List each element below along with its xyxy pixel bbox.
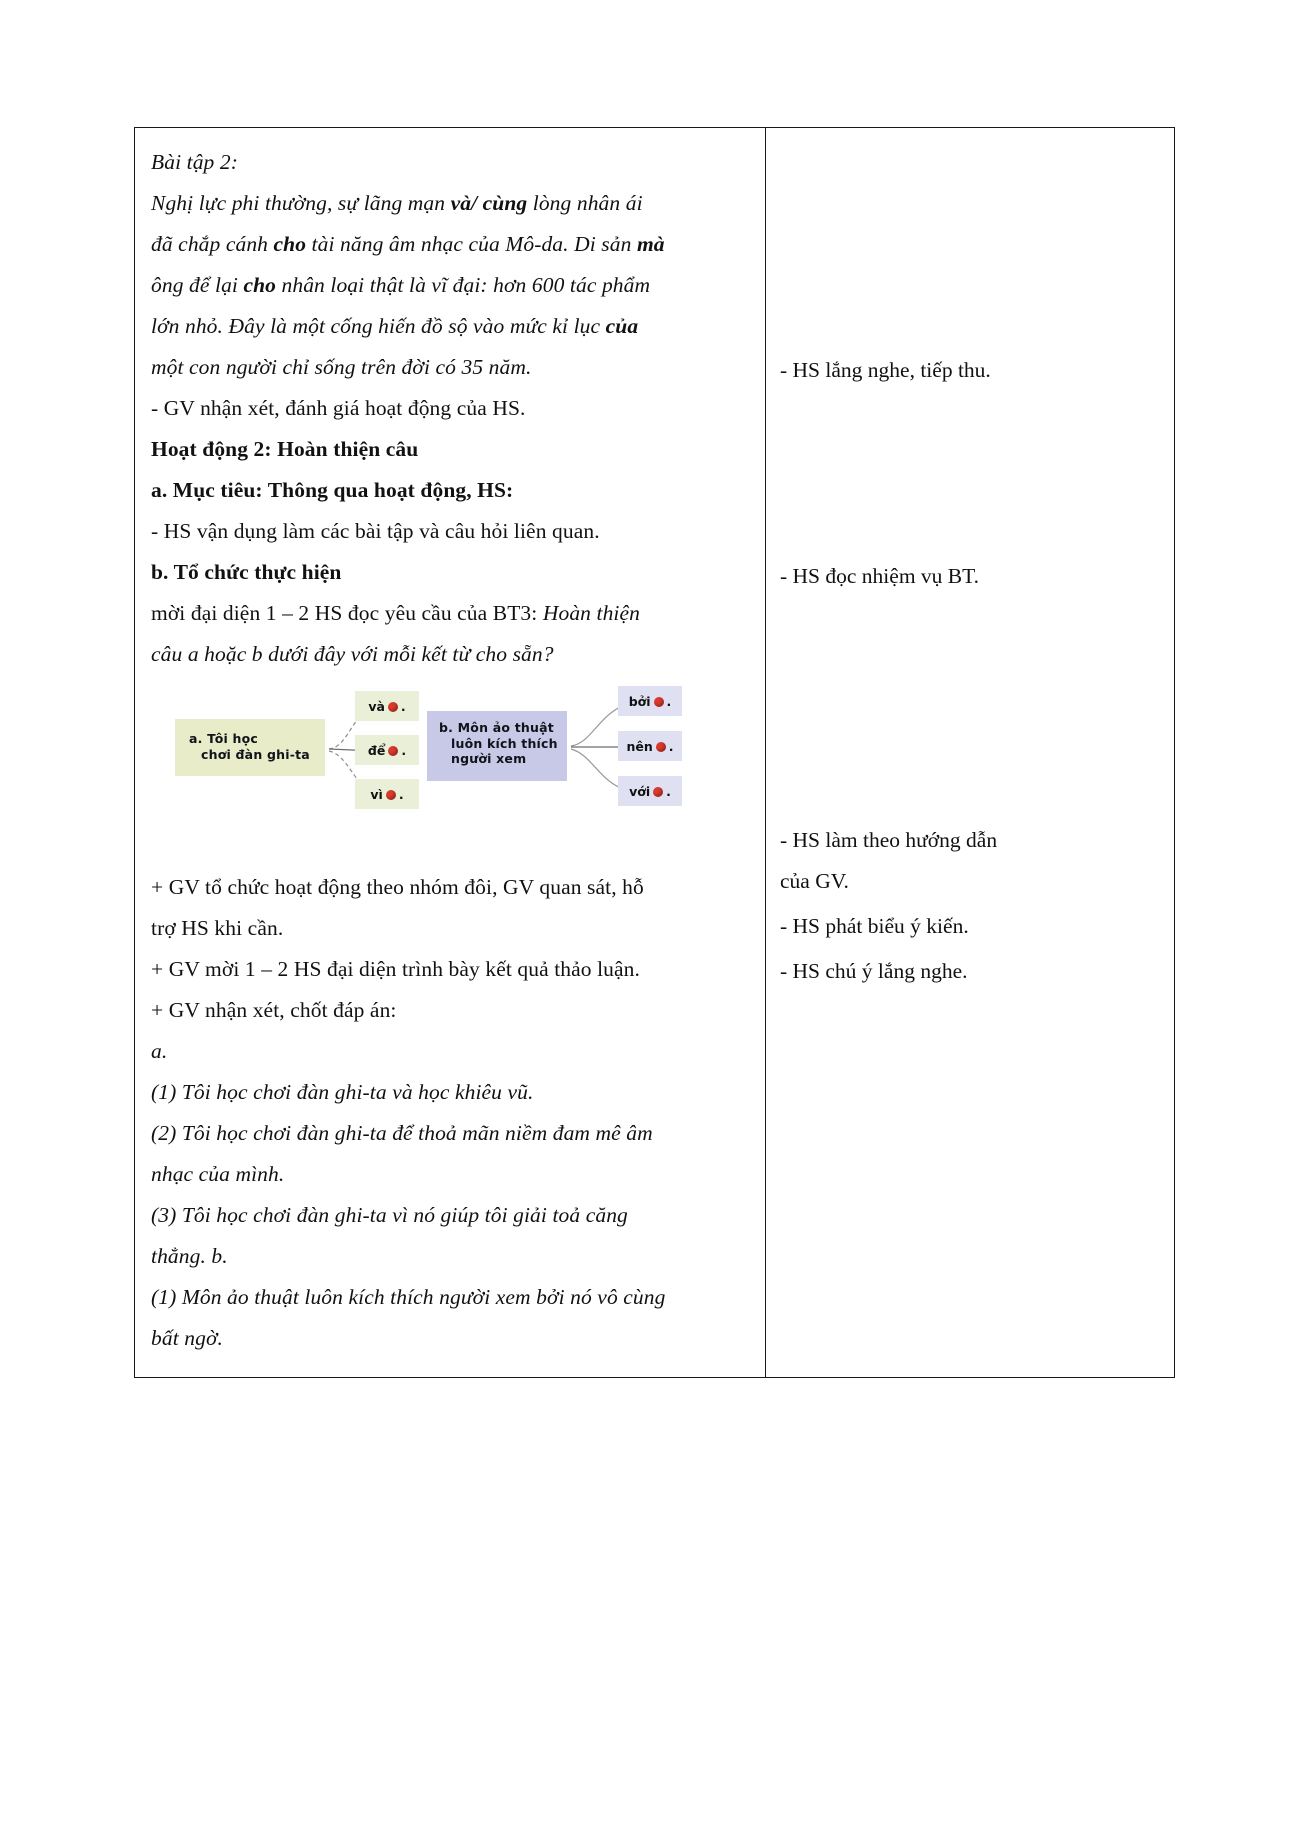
passage-seg: tài năng âm nhạc của Mô-da. Di sản	[306, 232, 637, 256]
red-dot-icon	[388, 702, 398, 712]
after-figure-line-3: + GV mời 1 – 2 HS đại diện trình bày kết quả thảo luận.	[151, 957, 640, 981]
figure-node-b-line1: b. Môn ảo thuật	[439, 720, 554, 735]
red-dot-icon	[388, 746, 398, 756]
exercise-heading: Bài tập 2:	[151, 150, 238, 174]
passage-line-4	[151, 306, 751, 347]
passage-seg-bold: cho	[273, 232, 307, 256]
answer-a-2-line1: (2) Tôi học chơi đàn ghi-ta để thoả mãn niềm đam mê âm	[151, 1121, 653, 1145]
passage-seg-bold: và/ cùng	[450, 191, 528, 215]
invite-line-1	[151, 593, 751, 634]
figure-chip-voi-label: với	[629, 783, 651, 799]
student-note-speak-opinion: - HS phát biểu ý kiến.	[780, 914, 969, 938]
figure-node-a-line1: a. Tôi học	[189, 731, 259, 746]
figure-chip-va-tail: .	[400, 698, 406, 714]
figure-node-a-line2: chơi đàn ghi-ta	[201, 746, 310, 762]
figure-chip-vi-label: vì	[370, 786, 383, 802]
student-note-listen-attentively: - HS chú ý lắng nghe.	[780, 959, 968, 983]
passage-seg: lòng nhân ái	[527, 191, 643, 215]
passage-seg-bold: cho	[243, 273, 277, 297]
figure-chip-boi-tail: .	[666, 693, 672, 709]
red-dot-icon	[656, 742, 666, 752]
answer-a-1: (1) Tôi học chơi đàn ghi-ta và học khiêu vũ.	[151, 1080, 534, 1104]
figure-chip-nen	[618, 731, 682, 761]
figure-chip-voi-tail: .	[666, 783, 671, 799]
objective-detail: - HS vận dụng làm các bài tập và câu hỏi liên quan.	[151, 519, 600, 543]
student-note-follow-guidance-line1: - HS làm theo hướng dẫn	[780, 828, 998, 852]
figure-chip-de-tail: .	[401, 742, 407, 758]
student-note-read-task: - HS đọc nhiệm vụ BT.	[780, 564, 980, 588]
passage-seg: lớn nhỏ. Đây là một cống hiến đồ sộ vào mức kỉ lục	[151, 314, 606, 338]
passage-line-2	[151, 224, 751, 265]
passage-line-1	[151, 183, 751, 224]
invite-italic: Hoàn thiện	[542, 601, 640, 625]
figure-chip-va	[355, 691, 419, 721]
figure-node-b-line3: người xem	[451, 751, 527, 766]
student-note-listen: - HS lắng nghe, tiếp thu.	[780, 358, 991, 382]
figure-node-b	[427, 711, 567, 781]
sentence-completion-figure	[169, 689, 744, 807]
implementation-heading: b. Tổ chức thực hiện	[151, 560, 342, 584]
after-figure-line-2: trợ HS khi cần.	[151, 916, 284, 940]
figure-node-a	[175, 719, 325, 776]
after-figure-line-1: + GV tổ chức hoạt động theo nhóm đôi, GV quan sát, hỗ	[151, 875, 644, 899]
passage-line-3	[151, 265, 751, 306]
figure-chip-nen-tail: .	[668, 738, 674, 754]
passage-seg: ông để lại	[151, 273, 244, 297]
figure-chip-vi-tail: .	[398, 786, 404, 802]
passage-seg: Nghị lực phi thường, sự lãng mạn	[151, 191, 451, 215]
figure-node-b-line2: luôn kích thích	[451, 735, 558, 751]
after-figure-line-4: + GV nhận xét, chốt đáp án:	[151, 998, 397, 1022]
answer-label-a: a.	[151, 1039, 168, 1063]
answer-a-3-line2: thẳng. b.	[151, 1244, 228, 1268]
red-dot-icon	[654, 697, 664, 707]
passage-seg: đã chắp cánh	[151, 232, 274, 256]
lesson-plan-table	[134, 127, 1175, 1378]
answer-a-2-line2: nhạc của mình.	[151, 1162, 285, 1186]
figure-chip-de-label: để	[367, 742, 386, 758]
answer-b-1-line1: (1) Môn ảo thuật luôn kích thích người xem bởi nó vô cùng	[151, 1285, 666, 1309]
red-dot-icon	[386, 790, 396, 800]
table-row	[135, 128, 1175, 1378]
student-note-follow-guidance-line2: của GV.	[780, 869, 849, 893]
objective-heading: a. Mục tiêu: Thông qua hoạt động, HS:	[151, 478, 514, 502]
passage-seg-bold: mà	[636, 232, 665, 256]
figure-chip-va-label: và	[368, 698, 385, 714]
activity-2-heading: Hoạt động 2: Hoàn thiện câu	[151, 437, 419, 461]
invite-line-2: câu a hoặc b dưới đây với mỗi kết từ cho sẵn?	[151, 642, 554, 666]
table-cell-activities	[135, 128, 766, 1378]
answer-b-1-line2: bất ngờ.	[151, 1326, 223, 1350]
gv-nhan-xet-line: - GV nhận xét, đánh giá hoạt động của HS.	[151, 396, 526, 420]
passage-seg: nhân loại thật là vĩ đại: hơn 600 tác phẩm	[276, 273, 651, 297]
table-cell-student-activities	[766, 128, 1175, 1378]
red-dot-icon	[653, 787, 663, 797]
passage-seg-bold: của	[605, 314, 639, 338]
figure-chip-de	[355, 735, 419, 765]
figure-chip-vi	[355, 779, 419, 809]
figure-chip-boi-label: bởi	[628, 693, 651, 709]
invite-plain: mời đại diện 1 – 2 HS đọc yêu cầu của BT3:	[151, 601, 543, 625]
figure-chip-nen-label: nên	[626, 738, 653, 754]
figure-chip-boi	[618, 686, 682, 716]
figure-chip-voi	[618, 776, 682, 806]
passage-line-5: một con người chỉ sống trên đời có 35 năm.	[151, 355, 532, 379]
answer-a-3-line1: (3) Tôi học chơi đàn ghi-ta vì nó giúp tôi giải toả căng	[151, 1203, 628, 1227]
